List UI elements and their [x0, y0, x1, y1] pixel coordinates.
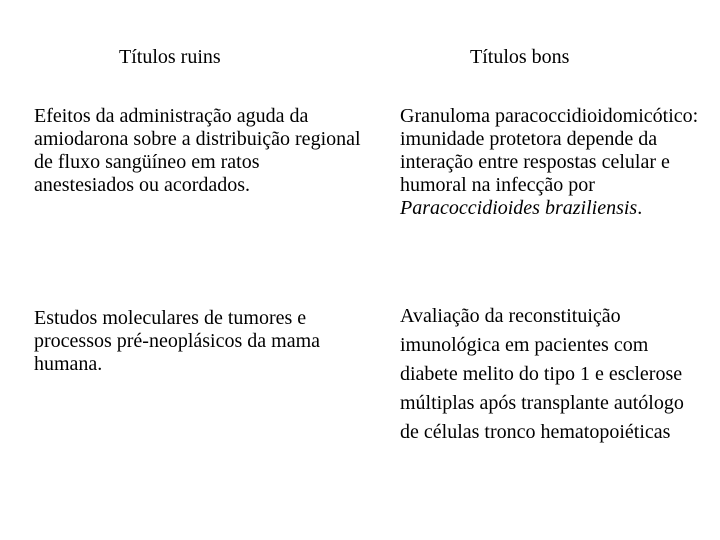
good-title-1-species: Paracoccidioides braziliensis	[400, 197, 638, 219]
good-title-2: Avaliação da reconstituição imunológica em pacientes com diabete melito do tipo 1 e esclerose múltiplas após transplante autólogo de células tronco hematopoiéticas	[400, 305, 684, 443]
bad-title-1: Efeitos da administração aguda da amiodarona sobre a distribuição regional de fluxo sangüíneo em ratos anestesiados ou acordados.	[34, 105, 361, 196]
heading-bad-titles: Títulos ruins	[119, 46, 221, 68]
good-title-1-period: .	[637, 197, 643, 219]
good-title-1-text: Granuloma paracoccidioidomicótico: imunidade protetora depende da interação entre respostas celular e humoral na infecção por	[400, 105, 699, 196]
good-title-1	[400, 105, 700, 220]
bad-title-2: Estudos moleculares de tumores e processos pré-neoplásicos da mama humana.	[34, 307, 321, 375]
heading-good-titles: Títulos bons	[470, 46, 570, 68]
